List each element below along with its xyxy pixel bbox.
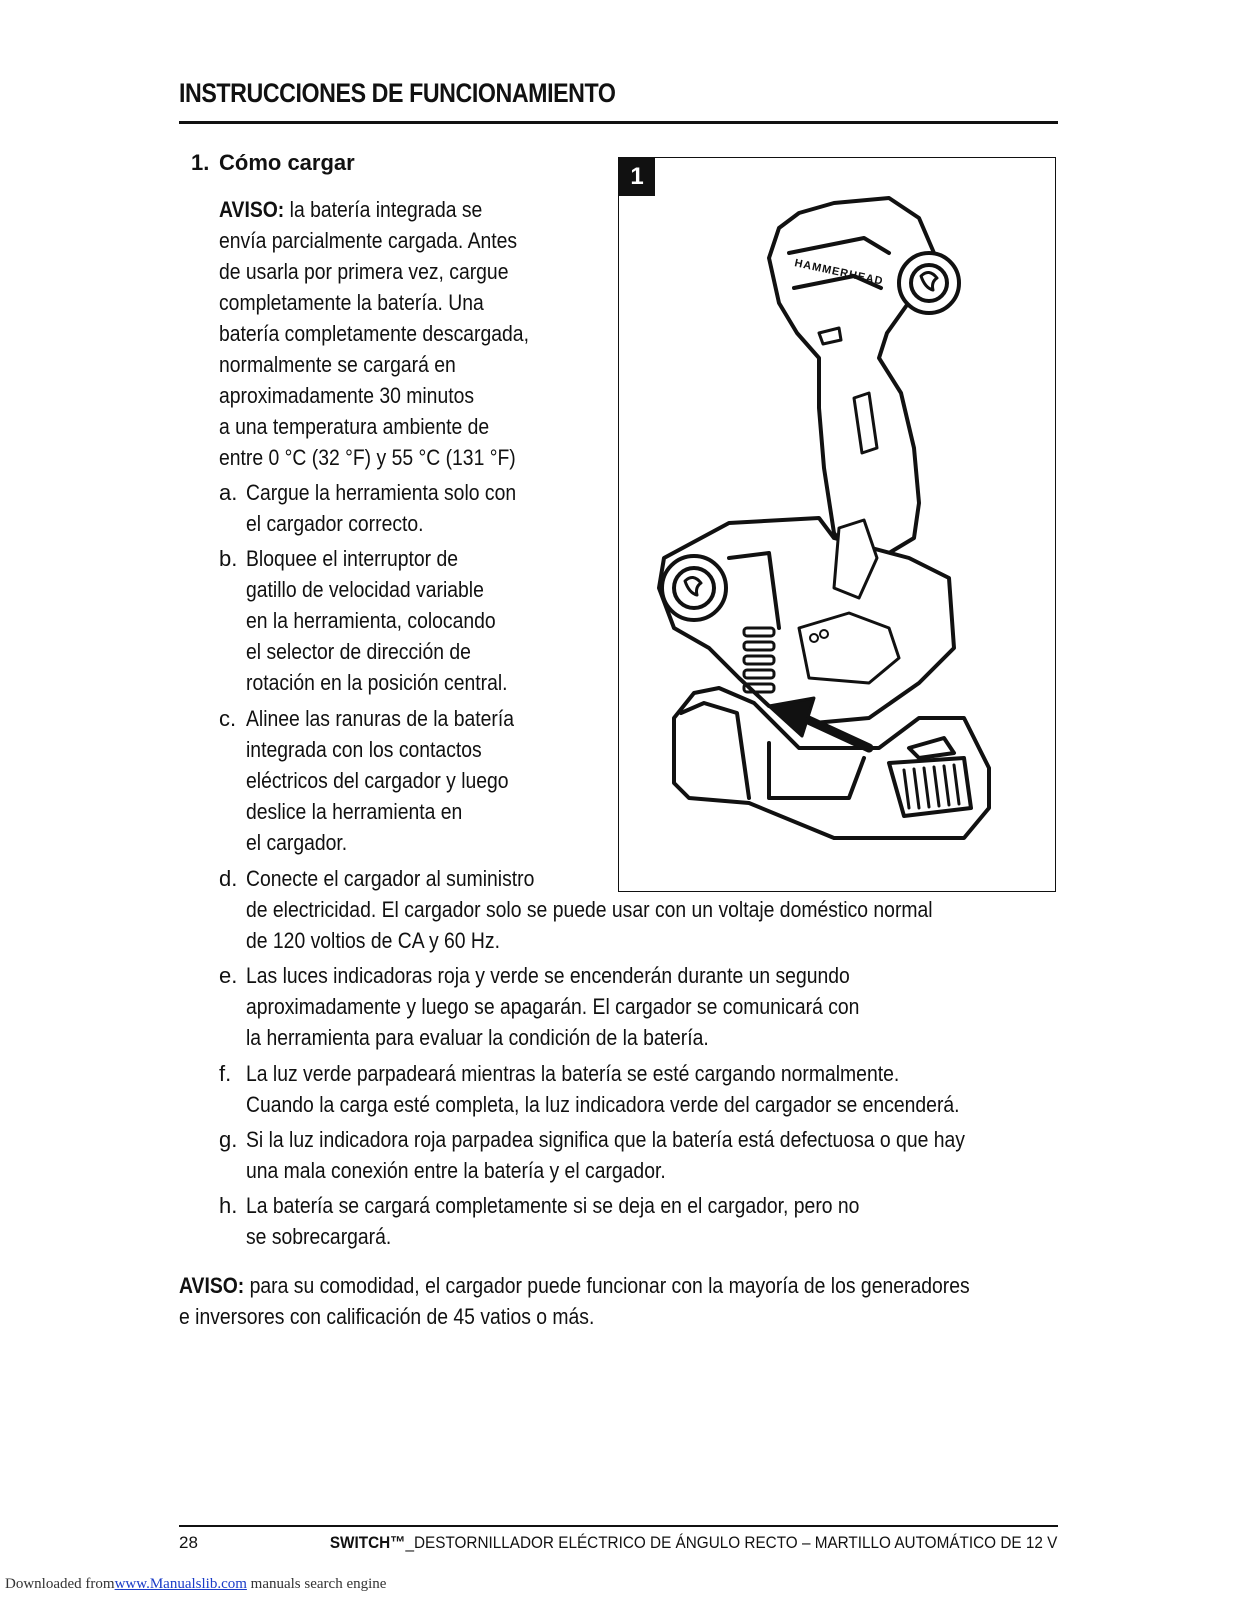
step-text-line: en la herramienta, colocando [246, 608, 496, 633]
step-text-line: la herramienta para evaluar la condición de la batería. [246, 1025, 709, 1050]
footer-product-title: SWITCH™_DESTORNILLADOR ELÉCTRICO DE ÁNGULO RECTO – MARTILLO AUTOMÁTICO DE 12 V [329, 1533, 1057, 1552]
step-letter: a. [219, 480, 238, 505]
page-title [179, 78, 687, 109]
notice-label: AVISO: [219, 197, 285, 222]
bottom-notice-line-2: e inversores con calificación de 45 vatios o más. [179, 1304, 595, 1329]
section-number: 1. [191, 150, 210, 175]
step-text-line: Alinee las ranuras de la batería [246, 706, 514, 731]
step-text-line: el cargador. [246, 830, 348, 855]
step-text-line: de 120 voltios de CA y 60 Hz. [246, 928, 500, 953]
manualslib-link[interactable]: www.Manualslib.com [114, 1576, 247, 1592]
step-text-line: Las luces indicadoras roja y verde se encenderán durante un segundo [246, 963, 850, 988]
step-text-line: se sobrecargará. [246, 1224, 392, 1249]
step-letter: h. [219, 1193, 238, 1218]
step-text-line: integrada con los contactos [246, 737, 482, 762]
tool-body [769, 198, 959, 553]
step-text-line: gatillo de velocidad variable [246, 577, 484, 602]
notice-line-9: entre 0 °C (32 °F) y 55 °C (131 °F) [219, 445, 516, 470]
notice-line-2: envía parcialmente cargada. Antes [219, 228, 518, 253]
download-notice: Downloaded fromwww.Manualslib.com manuals search engine [5, 1576, 387, 1592]
figure-number: 1 [619, 158, 655, 196]
footer-divider [179, 1525, 1058, 1527]
step-text-line: Cuando la carga esté completa, la luz indicadora verde del cargador se encenderá. [246, 1092, 960, 1117]
step-text-line: una mala conexión entre la batería y el cargador. [246, 1158, 666, 1183]
step-text-line: Cargue la herramienta solo con [246, 480, 517, 505]
step-text-line: rotación en la posición central. [246, 670, 508, 695]
step-letter: d. [219, 866, 238, 891]
step-text-line: el selector de dirección de [246, 639, 471, 664]
step-text-line: Conecte el cargador al suministro [246, 866, 535, 891]
notice-line-3: de usarla por primera vez, cargue [219, 259, 509, 284]
notice-line-5: batería completamente descargada, [219, 321, 529, 346]
step-text-line: aproximadamente y luego se apagarán. El cargador se comunicará con [246, 994, 860, 1019]
step-letter: b. [219, 546, 238, 571]
step-text-line: Si la luz indicadora roja parpadea significa que la batería está defectuosa o que hay [246, 1127, 965, 1152]
notice-line-7: aproximadamente 30 minutos [219, 383, 475, 408]
figure-1 [618, 157, 1056, 892]
notice-line-6: normalmente se cargará en [219, 352, 456, 377]
notice-line-1: AVISO: la batería integrada se [219, 197, 483, 222]
step-letter: g. [219, 1127, 238, 1152]
page-title-text: INSTRUCCIONES DE FUNCIONAMIENTO [179, 78, 616, 108]
notice-line-4: completamente la batería. Una [219, 290, 484, 315]
step-text-line: eléctricos del cargador y luego [246, 768, 509, 793]
step-text-line: deslice la herramienta en [246, 799, 463, 824]
brand-label: HAMMERHEAD [793, 257, 885, 288]
step-letter: c. [219, 706, 237, 731]
step-text-line: Bloquee el interruptor de [246, 546, 459, 571]
step-text-line: La batería se cargará completamente si se deja en el cargador, pero no [246, 1193, 860, 1218]
step-letter: e. [219, 963, 238, 988]
page-number: 28 [179, 1533, 198, 1552]
bottom-notice-line-1: AVISO: para su comodidad, el cargador puede funcionar con la mayoría de los generadores [179, 1273, 970, 1298]
step-text-line: La luz verde parpadeará mientras la batería se esté cargando normalmente. [246, 1061, 900, 1086]
notice-line-8: a una temperatura ambiente de [219, 414, 490, 439]
section-title: Cómo cargar [219, 150, 355, 175]
charger-illustration [619, 158, 1057, 893]
step-text-line: de electricidad. El cargador solo se puede usar con un voltaje doméstico normal [246, 897, 933, 922]
step-letter: f. [219, 1061, 232, 1086]
step-text-line: el cargador correcto. [246, 511, 424, 536]
bottom-notice-label: AVISO: [179, 1273, 245, 1298]
title-divider [179, 121, 1058, 124]
